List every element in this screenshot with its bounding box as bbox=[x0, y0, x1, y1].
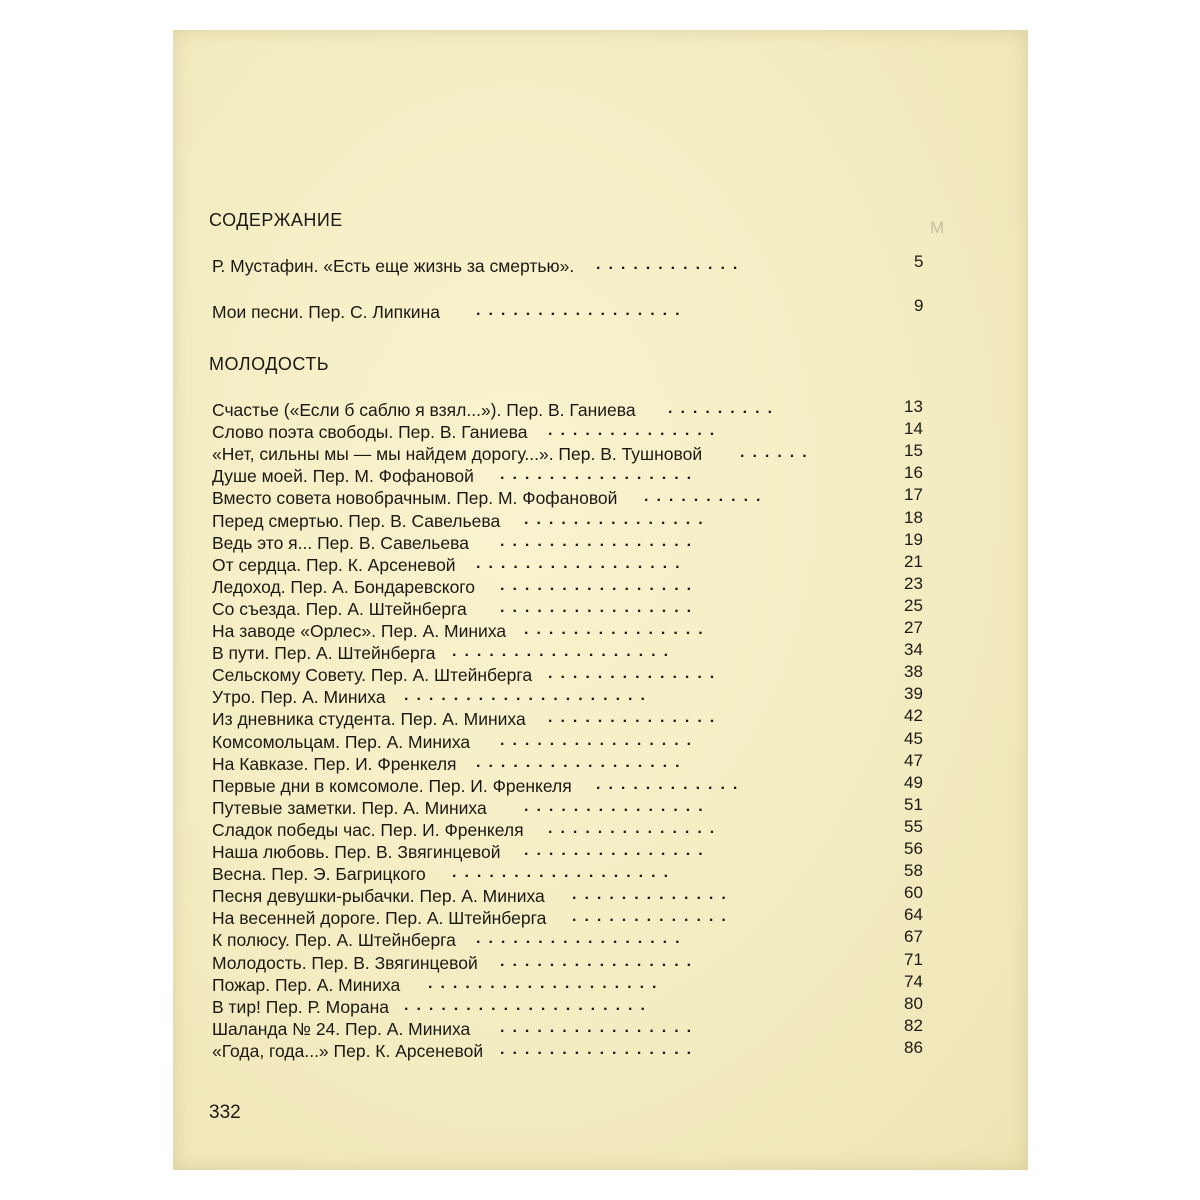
entry-page-number: 49 bbox=[904, 773, 923, 792]
toc-entry bbox=[212, 908, 892, 930]
leader-dots: ................. bbox=[476, 754, 688, 771]
entry-title: Песня девушки-рыбачки. Пер. А. Миниха bbox=[212, 886, 545, 906]
entry-title: «Года, года...» Пер. К. Арсеневой bbox=[212, 1041, 484, 1061]
entry-title: Наша любовь. Пер. В. Звягинцевой bbox=[212, 842, 501, 862]
entry-title: Из дневника студента. Пер. А. Миниха bbox=[212, 709, 526, 729]
leader-dots: .................. bbox=[452, 643, 677, 660]
entry-title: Со съезда. Пер. А. Штейнберга bbox=[212, 599, 467, 619]
toc-entry bbox=[212, 533, 892, 555]
leader-dots: ............... bbox=[524, 621, 711, 638]
entry-title: В тир! Пер. Р. Морана bbox=[212, 997, 390, 1017]
entry-page-number: 60 bbox=[904, 883, 923, 902]
entry-page-number: 64 bbox=[904, 905, 923, 924]
entry-page-number: 17 bbox=[904, 485, 923, 504]
entry-title: Пожар. Пер. А. Миниха bbox=[212, 975, 401, 995]
leader-dots: ................ bbox=[500, 533, 700, 550]
contents-title: СОДЕРЖАНИЕ bbox=[209, 210, 343, 230]
entry-title: Шаланда № 24. Пер. А. Миниха bbox=[212, 1019, 471, 1039]
toc-entry bbox=[212, 886, 892, 908]
entry-title: «Нет, сильны мы — мы найдем дорогу...». Пер. В. Тушновой bbox=[212, 444, 703, 464]
toc-entry bbox=[212, 997, 892, 1019]
entry-title: На Кавказе. Пер. И. Френкеля bbox=[212, 754, 457, 774]
toc-entry bbox=[212, 754, 892, 776]
entry-title: Первые дни в комсомоле. Пер. И. Френкеля bbox=[212, 776, 572, 796]
entry-page-number: 21 bbox=[904, 552, 923, 571]
entry-page-number: 5 bbox=[914, 252, 924, 271]
leader-dots: ................ bbox=[500, 466, 700, 483]
section-title: МОЛОДОСТЬ bbox=[209, 354, 330, 374]
entry-page-number: 38 bbox=[904, 662, 923, 681]
toc-entry bbox=[212, 511, 892, 533]
toc-entry bbox=[212, 400, 892, 422]
entry-page-number: 19 bbox=[904, 530, 923, 549]
entry-title: Р. Мустафин. «Есть еще жизнь за смертью». bbox=[212, 256, 575, 276]
page-number: 332 bbox=[209, 1102, 241, 1123]
leader-dots: .................... bbox=[404, 997, 653, 1014]
leader-dots: .................. bbox=[452, 864, 677, 881]
leader-dots: ............. bbox=[572, 886, 734, 903]
leader-dots: ................ bbox=[500, 599, 700, 616]
entry-title: От сердца. Пер. К. Арсеневой bbox=[212, 555, 456, 575]
leader-dots: ............ bbox=[596, 776, 746, 793]
toc-entry bbox=[212, 709, 892, 731]
front-matter-entry bbox=[212, 256, 892, 278]
toc-entry bbox=[212, 953, 892, 975]
entry-page-number: 9 bbox=[914, 296, 924, 315]
margin-mark: M bbox=[930, 218, 945, 237]
entry-page-number: 14 bbox=[904, 419, 923, 438]
leader-dots: ................ bbox=[500, 1041, 700, 1058]
entry-page-number: 27 bbox=[904, 618, 923, 637]
leader-dots: .................... bbox=[404, 687, 653, 704]
leader-dots: ................. bbox=[476, 555, 688, 572]
entry-page-number: 18 bbox=[904, 508, 923, 527]
toc-entry bbox=[212, 555, 892, 577]
toc-entry bbox=[212, 577, 892, 599]
leader-dots: ................. bbox=[476, 930, 688, 947]
toc-entry bbox=[212, 975, 892, 997]
toc-entry bbox=[212, 621, 892, 643]
entry-title: Сладок победы час. Пер. И. Френкеля bbox=[212, 820, 524, 840]
entry-page-number: 51 bbox=[904, 795, 923, 814]
leader-dots: ................ bbox=[500, 1019, 700, 1036]
toc-entry bbox=[212, 687, 892, 709]
toc-entry bbox=[212, 798, 892, 820]
entry-page-number: 86 bbox=[904, 1038, 923, 1057]
leader-dots: ............... bbox=[524, 511, 711, 528]
leader-dots: ...... bbox=[740, 444, 815, 461]
toc-entry bbox=[212, 930, 892, 952]
entry-page-number: 34 bbox=[904, 640, 923, 659]
toc-entry bbox=[212, 864, 892, 886]
toc-entry bbox=[212, 444, 892, 466]
toc-entry bbox=[212, 820, 892, 842]
entry-title: В пути. Пер. А. Штейнберга bbox=[212, 643, 436, 663]
toc-entry bbox=[212, 665, 892, 687]
front-matter-entry bbox=[212, 302, 892, 324]
entry-title: Молодость. Пер. В. Звягинцевой bbox=[212, 953, 478, 973]
entry-title: Счастье («Если б саблю я взял...»). Пер. В. Ганиева bbox=[212, 400, 636, 420]
leader-dots: ................... bbox=[428, 975, 665, 992]
entry-title: На весенней дороге. Пер. А. Штейнберга bbox=[212, 908, 547, 928]
toc-entry bbox=[212, 488, 892, 510]
leader-dots: ................ bbox=[500, 577, 700, 594]
entry-page-number: 47 bbox=[904, 751, 923, 770]
leader-dots: ......... bbox=[668, 400, 781, 417]
entry-page-number: 16 bbox=[904, 463, 923, 482]
entry-title: Перед смертью. Пер. В. Савельева bbox=[212, 511, 501, 531]
toc-entry bbox=[212, 776, 892, 798]
entry-page-number: 42 bbox=[904, 706, 923, 725]
entry-title: Вместо совета новобрачным. Пер. М. Фофановой bbox=[212, 488, 618, 508]
entry-page-number: 23 bbox=[904, 574, 923, 593]
entry-title: Ледоход. Пер. А. Бондаревского bbox=[212, 577, 476, 597]
entry-title: На заводе «Орлес». Пер. А. Миниха bbox=[212, 621, 507, 641]
toc-entry bbox=[212, 732, 892, 754]
leader-dots: ............ bbox=[596, 256, 746, 273]
entry-title: Сельскому Совету. Пер. А. Штейнберга bbox=[212, 665, 533, 685]
toc-entry bbox=[212, 643, 892, 665]
leader-dots: .............. bbox=[548, 820, 723, 837]
leader-dots: ................. bbox=[476, 302, 688, 319]
entry-title: К полюсу. Пер. А. Штейнберга bbox=[212, 930, 456, 950]
entry-page-number: 13 bbox=[904, 397, 923, 416]
entry-title: Слово поэта свободы. Пер. В. Ганиева bbox=[212, 422, 528, 442]
leader-dots: ............... bbox=[524, 798, 711, 815]
entry-title: Мои песни. Пер. С. Липкина bbox=[212, 302, 440, 322]
leader-dots: .............. bbox=[548, 709, 723, 726]
leader-dots: .............. bbox=[548, 422, 723, 439]
entry-page-number: 25 bbox=[904, 596, 923, 615]
toc-entry bbox=[212, 842, 892, 864]
entry-page-number: 82 bbox=[904, 1016, 923, 1035]
leader-dots: ................ bbox=[500, 732, 700, 749]
entry-title: Комсомольцам. Пер. А. Миниха bbox=[212, 732, 471, 752]
entry-page-number: 74 bbox=[904, 972, 923, 991]
leader-dots: ............. bbox=[572, 908, 734, 925]
entry-page-number: 39 bbox=[904, 684, 923, 703]
entry-page-number: 71 bbox=[904, 950, 923, 969]
leader-dots: ............... bbox=[524, 842, 711, 859]
entry-page-number: 55 bbox=[904, 817, 923, 836]
entry-page-number: 67 bbox=[904, 927, 923, 946]
toc-entry bbox=[212, 422, 892, 444]
entry-page-number: 80 bbox=[904, 994, 923, 1013]
toc-entry bbox=[212, 1041, 892, 1063]
toc-entry bbox=[212, 599, 892, 621]
leader-dots: ................ bbox=[500, 953, 700, 970]
entry-title: Путевые заметки. Пер. А. Миниха bbox=[212, 798, 487, 818]
entry-title: Утро. Пер. А. Миниха bbox=[212, 687, 386, 707]
toc-entry bbox=[212, 466, 892, 488]
entry-page-number: 45 bbox=[904, 729, 923, 748]
entry-title: Душе моей. Пер. М. Фофановой bbox=[212, 466, 474, 486]
entry-page-number: 15 bbox=[904, 441, 923, 460]
entry-title: Ведь это я... Пер. В. Савельева bbox=[212, 533, 469, 553]
entry-page-number: 58 bbox=[904, 861, 923, 880]
entry-title: Весна. Пер. Э. Багрицкого bbox=[212, 864, 426, 884]
entry-page-number: 56 bbox=[904, 839, 923, 858]
toc-entry bbox=[212, 1019, 892, 1041]
leader-dots: .......... bbox=[644, 488, 769, 505]
leader-dots: .............. bbox=[548, 665, 723, 682]
